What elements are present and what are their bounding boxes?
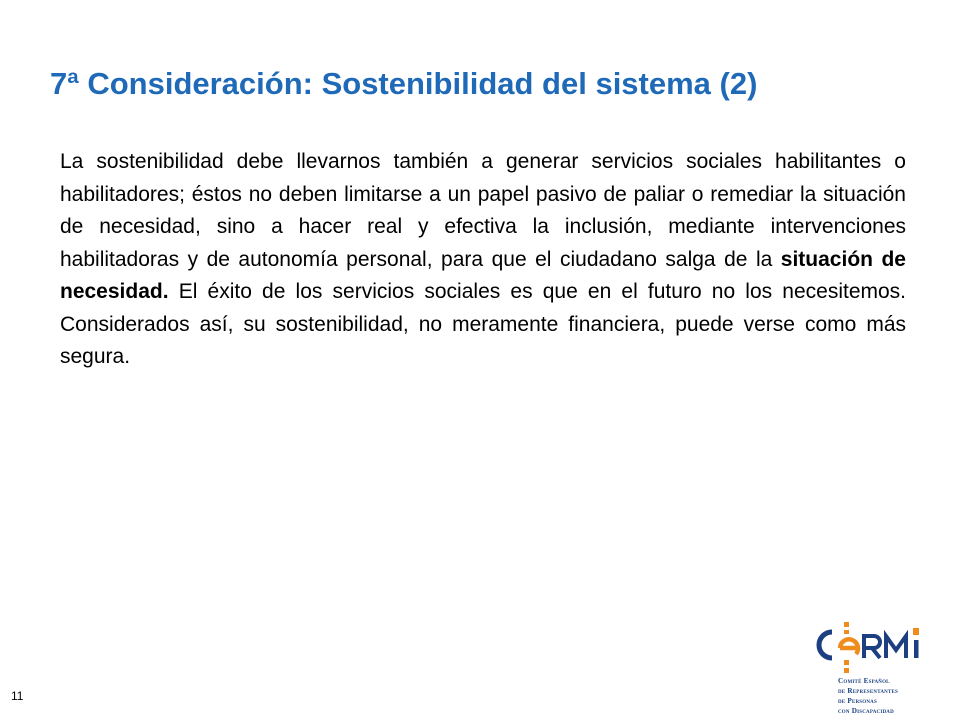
- page-number: 11: [11, 689, 24, 703]
- cermi-logo: [800, 618, 950, 714]
- cermi-logo-caption: [838, 676, 898, 716]
- paragraph-text-start: La sostenibilidad debe llevarnos también a generar servicios sociales habilitantes o habilitadores; éstos no deben limitarse a un papel pasivo de paliar o remediar la situación de necesidad, sino a hacer real y efectiva la inclusión, mediante intervenciones habilitadoras y de autonomía personal, para que el ciudadano salga de la: [60, 150, 906, 271]
- logo-line: de Representantes: [838, 687, 899, 695]
- paragraph-bold-phrase: situación de necesidad.: [60, 247, 906, 303]
- logo-line: de Personas: [838, 697, 877, 705]
- logo-line: con Discapacidad: [838, 707, 894, 715]
- body-paragraph: [60, 146, 906, 374]
- paragraph-text-end: El éxito de los servicios sociales es que en el futuro no los necesitemos. Considerados así, su sostenibilidad, no meramente financiera, puede verse como más segura.: [60, 280, 906, 368]
- cermi-logo-wordmark: [800, 618, 950, 674]
- logo-line: Comité Español: [838, 677, 890, 685]
- slide-title: 7ª Consideración: Sostenibilidad del sistema (2): [50, 66, 758, 101]
